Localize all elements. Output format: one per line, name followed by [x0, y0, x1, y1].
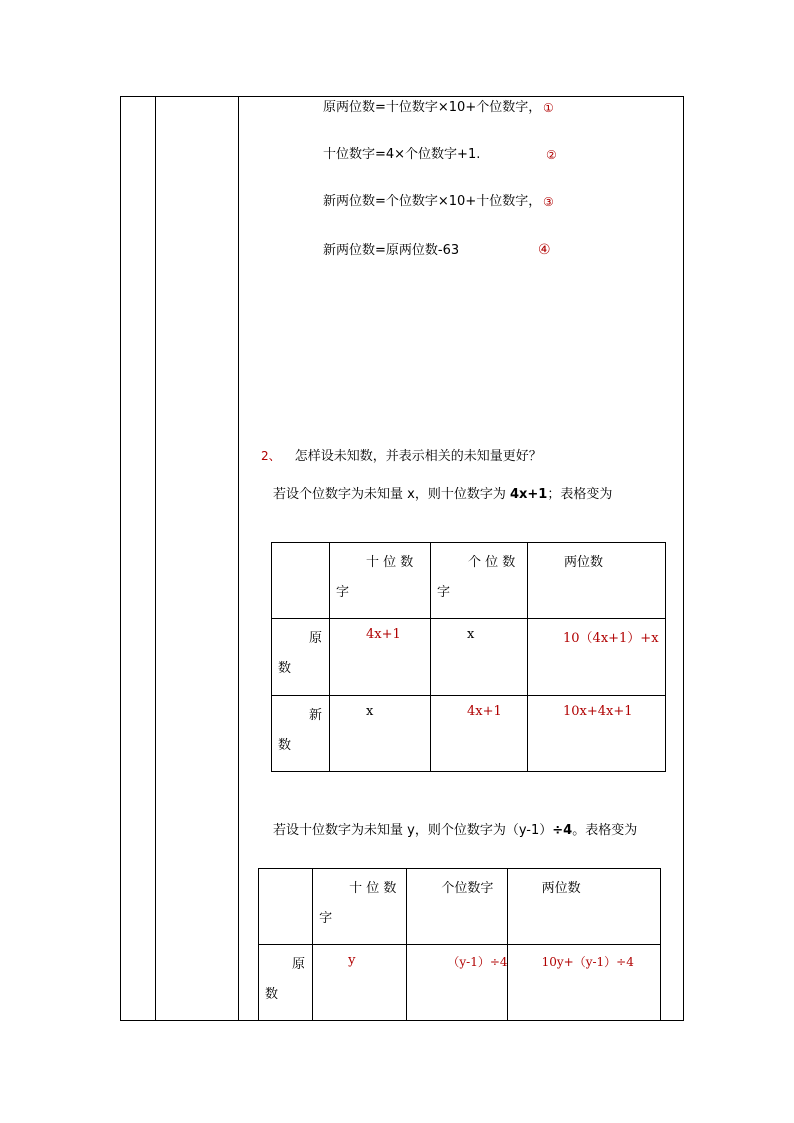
header-ones-line1: 个位数字: [441, 881, 494, 896]
frame-top: [120, 96, 684, 97]
cell-value: [528, 619, 666, 696]
case-2-intro-c: 。表格变为: [572, 823, 638, 838]
column-divider-2: [238, 96, 239, 1021]
cell-ones-value: 4x+1: [467, 704, 502, 719]
formula-1: [323, 100, 541, 116]
header-tens-line2: 字: [336, 585, 350, 600]
formula-2-mark: ②: [546, 148, 557, 162]
table-corner-cell: [272, 543, 330, 619]
header-ones-line1: 个 位 数: [468, 555, 516, 570]
question-2: [261, 448, 542, 465]
case-2-intro-b: ÷4: [552, 823, 573, 838]
formula-4: [323, 243, 459, 259]
table-header-tens: [330, 543, 431, 619]
row-label-line2: 数: [278, 661, 292, 676]
formula-3: [323, 194, 541, 210]
frame-left: [120, 96, 121, 1021]
cell-value-value: 10x+4x+1: [563, 704, 633, 719]
row-label-cell: [272, 619, 330, 696]
table-row: [259, 869, 661, 945]
cell-tens-value: x: [366, 704, 374, 719]
formula-4-mark: ④: [538, 242, 551, 258]
case-2-table-clip: [258, 868, 662, 1020]
frame-bottom: [120, 1020, 684, 1021]
formula-3-text: 新两位数=个位数字×10+十位数字，: [323, 194, 542, 209]
question-2-number: 2、: [261, 449, 281, 463]
cell-ones-value: x: [467, 627, 475, 642]
row-label-cell: [272, 696, 330, 772]
cell-tens-value: 4x+1: [366, 627, 401, 642]
table-row: [272, 696, 666, 772]
cell-value-value: 10y+（y-1）÷4: [541, 955, 634, 969]
row-label-line2: 数: [265, 987, 279, 1002]
case-2-intro: [273, 823, 637, 839]
formula-1-mark: ①: [543, 101, 554, 115]
case-1-table: [271, 542, 666, 772]
table-header-value: [507, 869, 660, 945]
column-divider-1: [155, 96, 156, 1021]
header-value: 两位数: [541, 881, 581, 896]
cell-ones: [431, 696, 528, 772]
formula-3-mark: ③: [543, 195, 554, 209]
case-1-intro-c: ；表格变为: [547, 487, 613, 502]
frame-right: [683, 96, 684, 1021]
cell-ones: [431, 619, 528, 696]
table-corner-cell: [259, 869, 313, 945]
row-label-line1: 新: [309, 708, 323, 723]
row-label-line1: 原: [292, 957, 306, 972]
formula-2: [323, 147, 480, 163]
header-tens-line2: 字: [319, 911, 333, 926]
formula-1-text: 原两位数=十位数字×10+个位数字，: [323, 100, 542, 115]
header-ones-line2: 字: [437, 585, 451, 600]
cell-value: [507, 945, 660, 1021]
cell-tens: [330, 619, 431, 696]
cell-tens: [313, 945, 407, 1021]
table-header-tens: [313, 869, 407, 945]
formula-2-text: 十位数字=4×个位数字+1.: [323, 147, 481, 162]
table-row: [272, 619, 666, 696]
case-2-table: [258, 868, 661, 1020]
row-label-cell: [259, 945, 313, 1021]
table-row: [272, 543, 666, 619]
cell-ones-value: （y-1）÷4: [447, 955, 508, 969]
case-1-intro-a: 若设个位数字为未知量 x，则十位数字为: [273, 487, 510, 502]
row-label-line2: 数: [278, 738, 292, 753]
case-2-intro-a: 若设十位数字为未知量 y，则个位数字为（y-1）: [273, 823, 553, 838]
formula-4-text: 新两位数=原两位数-63: [323, 243, 460, 258]
cell-value: [528, 696, 666, 772]
table-header-value: [528, 543, 666, 619]
table-header-ones: [407, 869, 507, 945]
header-tens-line1: 十 位 数: [349, 881, 397, 896]
header-tens-line1: 十 位 数: [366, 555, 414, 570]
table-header-ones: [431, 543, 528, 619]
cell-value-value: 10（4x+1）+x: [563, 631, 659, 646]
row-label-line1: 原: [309, 631, 323, 646]
cell-tens: [330, 696, 431, 772]
case-1-intro: [273, 487, 612, 503]
table-row: [259, 945, 661, 1021]
cell-ones: [407, 945, 507, 1021]
case-1-intro-b: 4x+1: [509, 487, 548, 502]
question-2-text: 怎样设未知数，并表示相关的未知量更好？: [294, 449, 542, 464]
header-value: 两位数: [564, 555, 604, 570]
cell-tens-value: y: [348, 953, 356, 968]
